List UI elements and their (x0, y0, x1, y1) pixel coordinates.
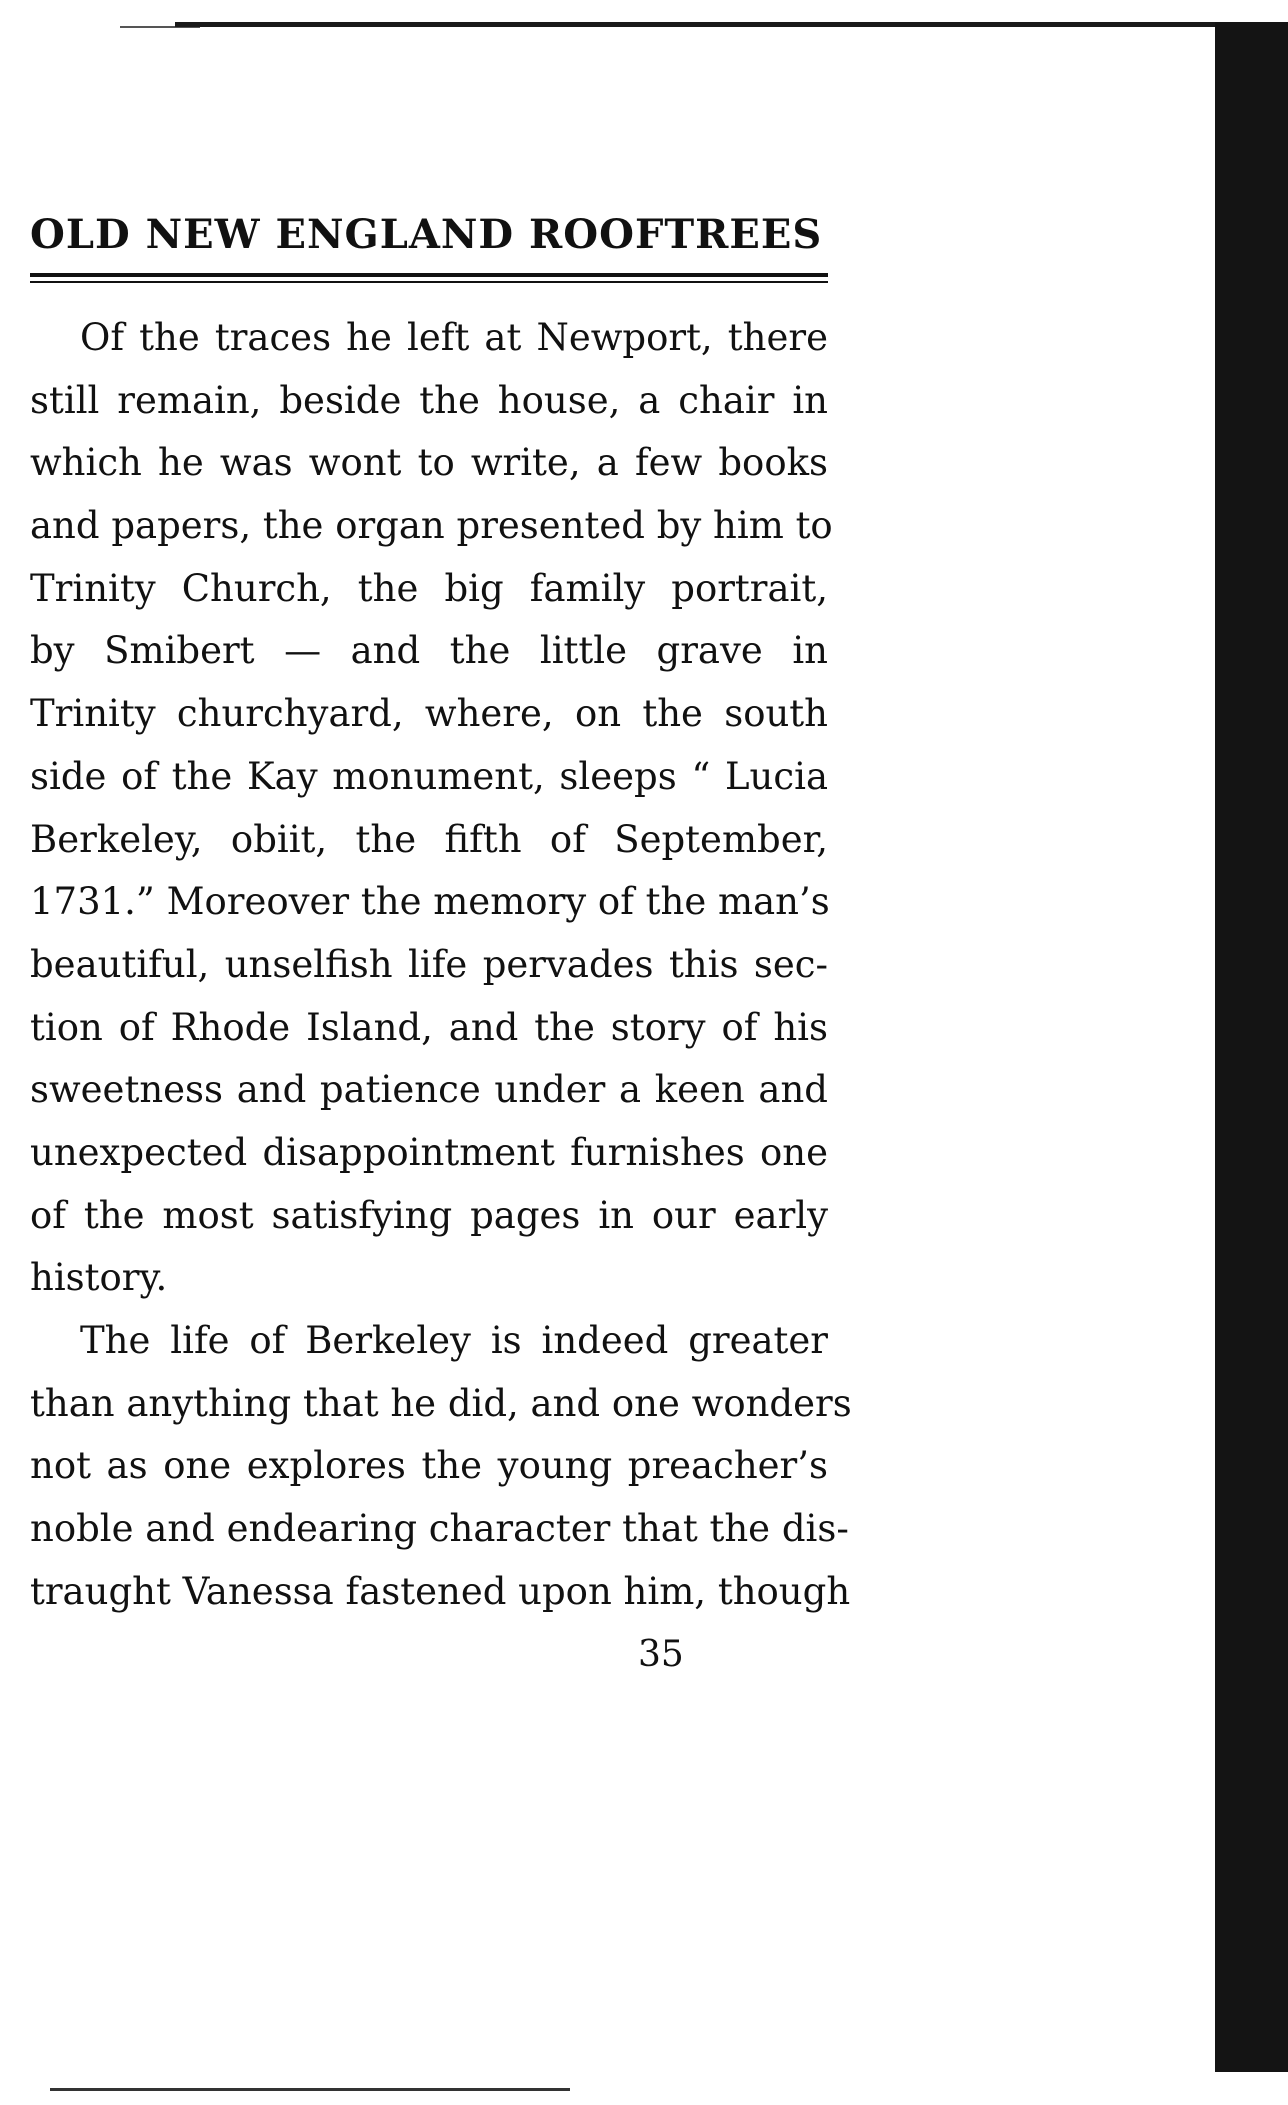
text-line: still remain, beside the house, a chair in (30, 378, 828, 422)
page-number: 35 (638, 1634, 684, 1676)
text-line: traught Vanessa fastened upon him, though (30, 1569, 851, 1613)
text-line: Trinity churchyard, where, on the south (30, 692, 828, 736)
text-line: and papers, the organ presented by him to (30, 504, 833, 548)
text-line: unexpected disappointment furnishes one (30, 1130, 828, 1174)
text-line: sweetness and patience under a keen and (30, 1068, 828, 1112)
text-line: noble and endearing character that the dis- (30, 1507, 849, 1551)
text-line: beautiful, unselfish life pervades this sec- (30, 942, 828, 986)
header-rule-thick (30, 273, 828, 277)
text-line: which he was wont to write, a few books (30, 441, 828, 485)
text-line: Of the traces he left at Newport, there (80, 316, 828, 359)
book-page (30, 211, 852, 1676)
body-text (30, 307, 852, 1623)
text-line: history. (30, 1256, 168, 1300)
text-line: side of the Kay monument, sleeps “ Lucia (30, 754, 828, 798)
text-line: not as one explores the young preacher’s (30, 1444, 828, 1488)
paragraph-1 (30, 307, 833, 1310)
scan-edge-top (175, 22, 1225, 27)
text-line: by Smibert — and the little grave in (30, 629, 828, 673)
text-line: tion of Rhode Island, and the story of his (30, 1005, 828, 1049)
text-line: than anything that he did, and one wonders (30, 1381, 852, 1425)
text-line: Berkeley, obiit, the fifth of September, (30, 817, 828, 861)
header-rule-thin (30, 281, 828, 283)
scan-edge-bottom (50, 2088, 570, 2091)
text-line: The life of Berkeley is indeed greater (80, 1319, 828, 1362)
text-line: of the most satisfying pages in our early (30, 1193, 828, 1237)
paragraph-2 (30, 1310, 852, 1623)
text-line: Trinity Church, the big family portrait, (30, 566, 828, 610)
running-head: OLD NEW ENGLAND ROOFTREES (30, 211, 823, 258)
scan-edge-right (1215, 22, 1288, 2072)
text-line: 1731.” Moreover the memory of the man’s (30, 880, 830, 924)
